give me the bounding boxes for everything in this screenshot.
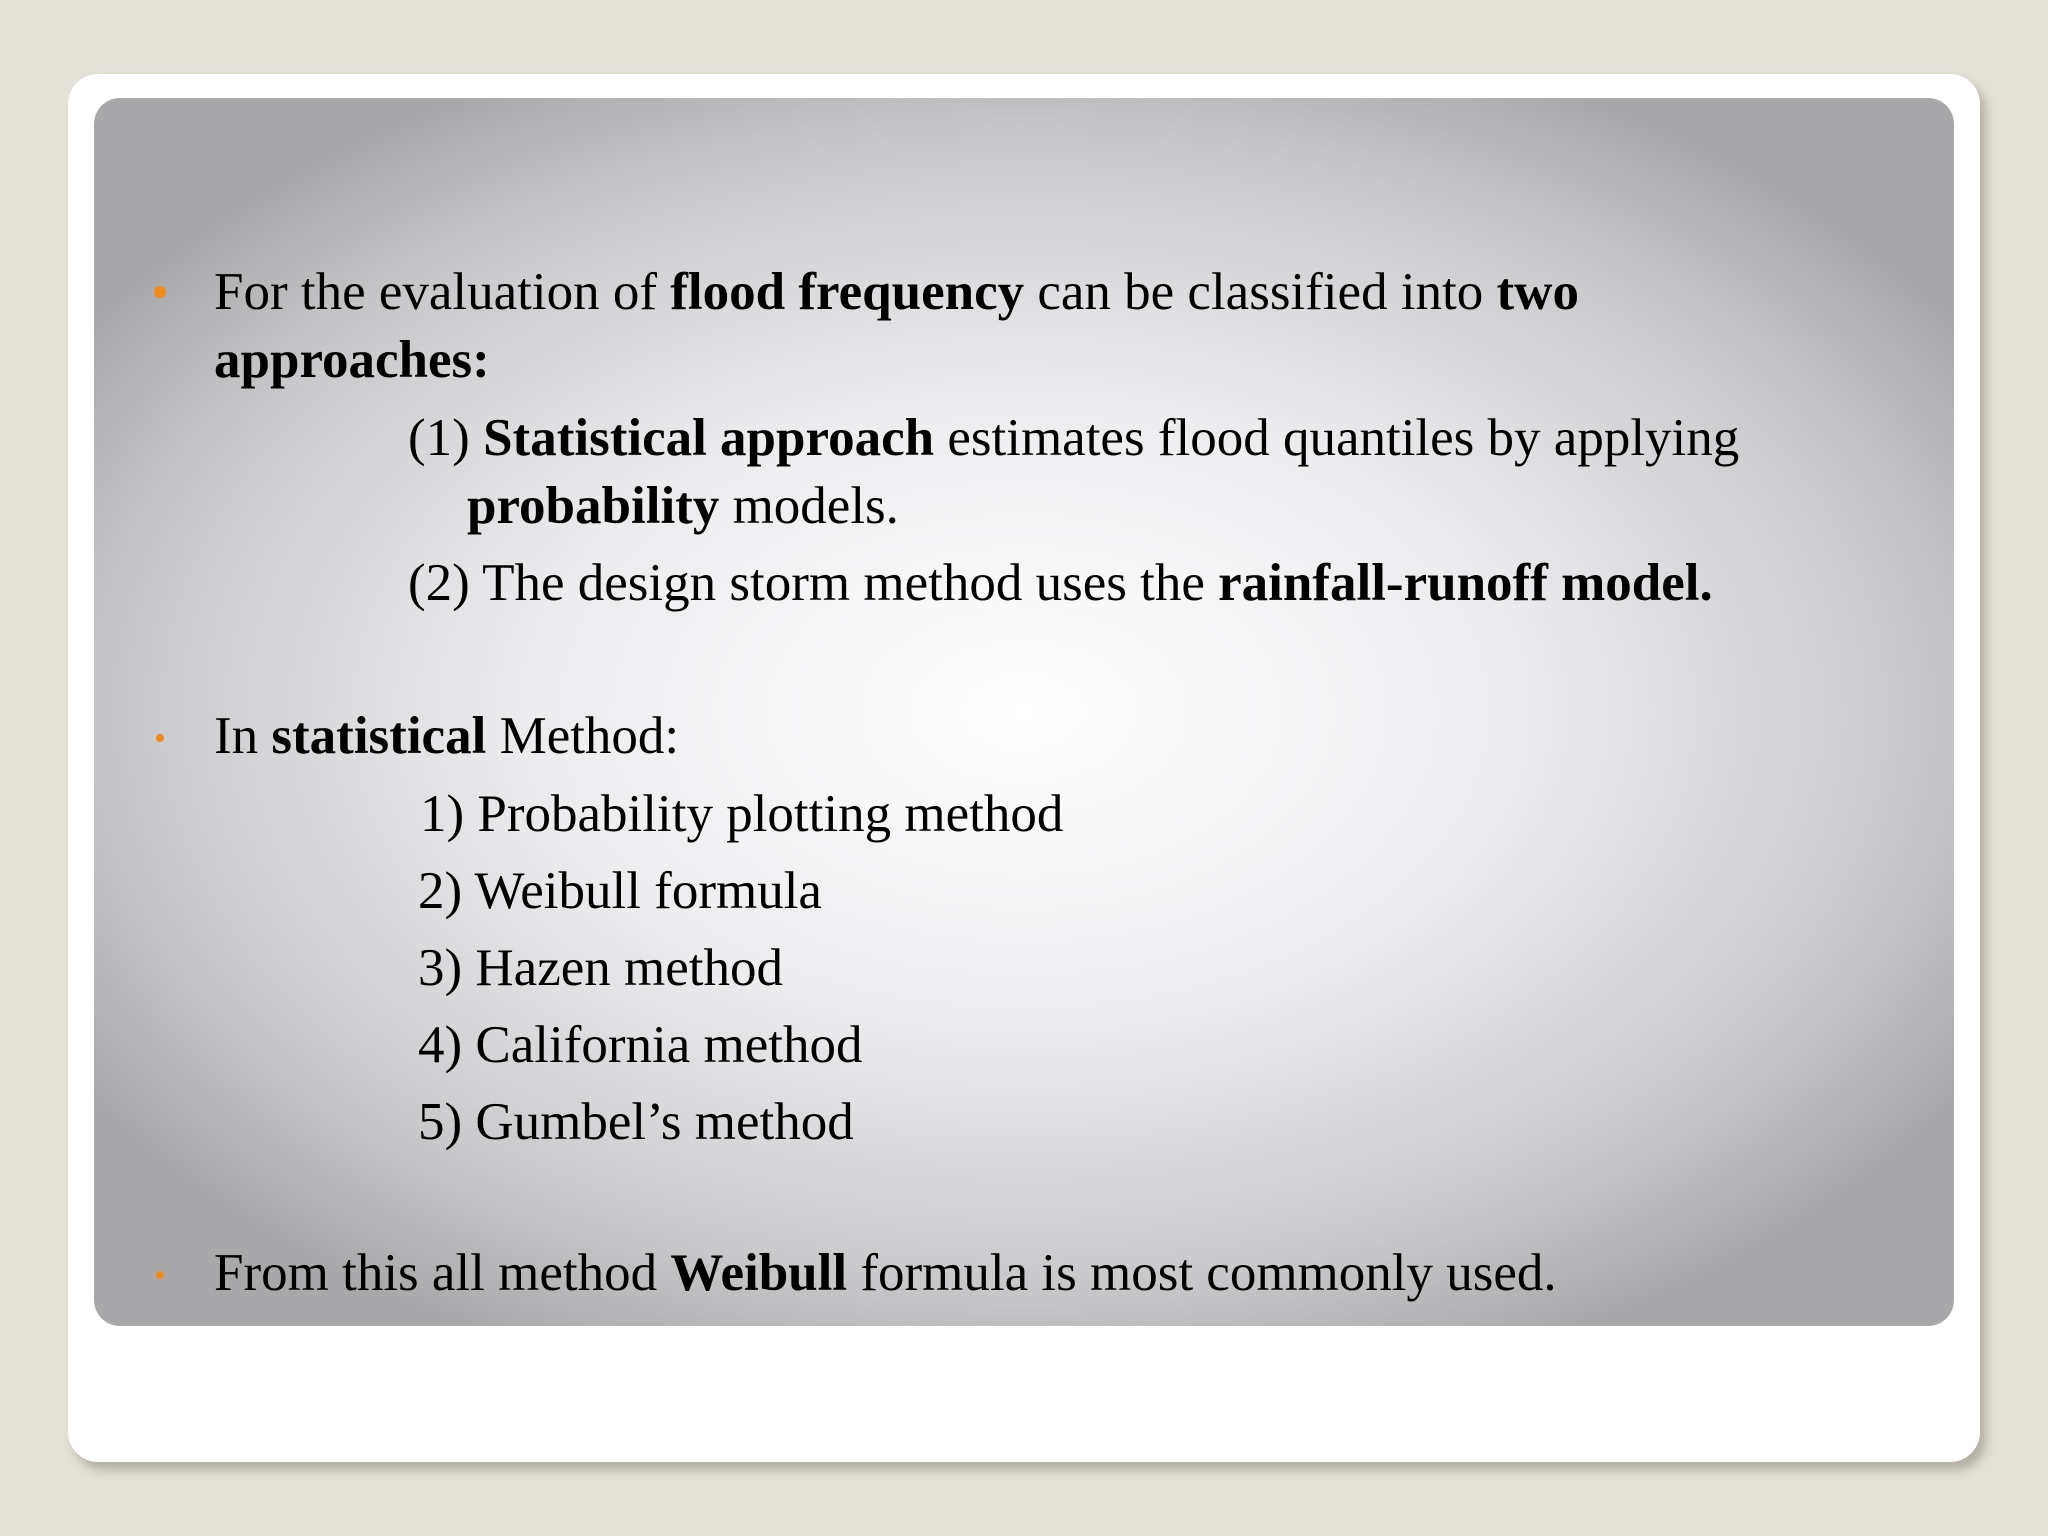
bullet-text — [214, 1239, 1854, 1307]
bold-segment: approaches: — [214, 331, 490, 389]
text-segment: For the evaluation of — [214, 263, 671, 321]
bold-segment: statistical — [271, 707, 487, 765]
method-item: 3) Hazen method — [418, 939, 783, 997]
method-item: 1) Probability plotting method — [420, 785, 1064, 843]
bold-segment: probability — [467, 477, 720, 535]
approach-1-line-1 — [408, 404, 1739, 472]
text-segment: From this all method — [214, 1244, 671, 1302]
approach-number: (1) — [408, 409, 484, 467]
text-segment: The design storm method uses the — [482, 554, 1219, 612]
approach-number: (2) — [408, 554, 483, 612]
text-segment: In — [214, 707, 272, 765]
content-panel — [94, 98, 1954, 1326]
bold-segment: flood frequency — [670, 263, 1025, 321]
method-item: 4) California method — [418, 1016, 863, 1074]
text-segment: Method: — [486, 707, 680, 765]
bullet-text — [214, 702, 1854, 770]
bullet-text — [214, 258, 1854, 394]
approach-2-line — [408, 549, 1713, 617]
bold-segment: rainfall-runoff model. — [1218, 554, 1713, 612]
method-item: 5) Gumbel’s method — [418, 1093, 854, 1151]
text-segment: estimates flood quantiles by applying — [934, 409, 1740, 467]
bold-segment: Statistical approach — [483, 409, 935, 467]
slide-card — [68, 74, 1980, 1462]
text-segment: models. — [719, 477, 899, 535]
bullet-dot-icon — [154, 286, 166, 298]
text-segment: formula is most commonly used. — [847, 1244, 1557, 1302]
bold-segment: Weibull — [670, 1244, 848, 1302]
bullet-dot-icon — [156, 1271, 164, 1279]
approach-1-line-2 — [467, 472, 899, 540]
bullet-dot-icon — [156, 734, 164, 742]
bold-segment: two — [1496, 263, 1579, 321]
method-item: 2) Weibull formula — [418, 862, 822, 920]
text-segment: can be classified into — [1024, 263, 1497, 321]
